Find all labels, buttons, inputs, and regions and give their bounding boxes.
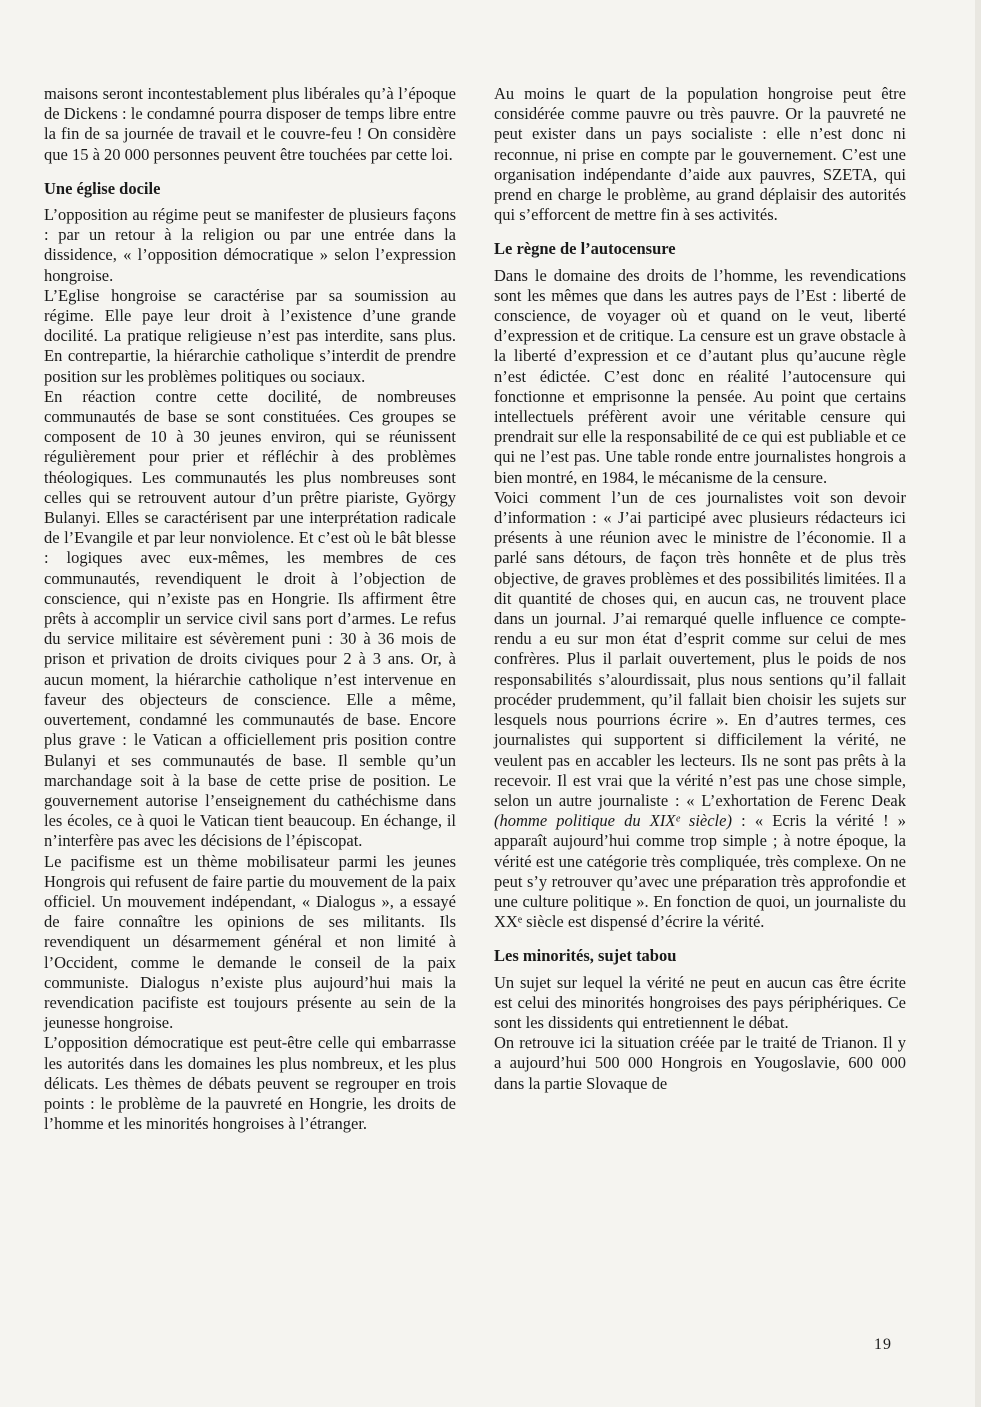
paragraph [494, 488, 906, 932]
paragraph: On retrouve ici la situation créée par le traité de Trianon. Il y a aujourd’hui 500 000 Hongrois en Yougoslavie, 600 000 dans la partie Slovaque de [494, 1033, 906, 1093]
paragraph: Au moins le quart de la population hongroise peut être considérée comme pauvre ou très pauvre. Or la pauvreté ne peut exister dans un pays socialiste : elle n’est donc ni reconnue, ni prise en compte par le gouvernement. C’est une organisation indépendante d’aide aux pauvres, SZETA, qui prend en charge le problème, au grand déplaisir des autorités qui s’efforcent de mettre fin à ses activités. [494, 84, 906, 225]
paragraph: L’opposition au régime peut se manifester de plusieurs façons : par un retour à la religion ou par une entrée dans la dissidence, « l’opposition démocratique » selon l’expression hongroise. [44, 205, 456, 285]
section-heading: Le règne de l’autocensure [494, 239, 676, 259]
paragraph: L’opposition démocratique est peut-être celle qui embarrasse les autorités dans les domaines les plus nombreux, et les plus délicats. Les thèmes de débats peuvent se regrouper en trois points : le problème de la pauvreté en Hongrie, les droits de l’homme et les minorités hongroises à l’étranger. [44, 1033, 456, 1134]
paragraph-text: : « Ecris la vérité ! » apparaît aujourd’hui comme trop simple ; à notre époque, la vérité est une catégorie très compliquée, très complexe. On ne peut s’y retrouver qu’avec une préparation très approfondie et une culture politique ». En fonction de quoi, un journaliste du XXᵉ siècle est dispensé d’écrire la vérité. [494, 811, 907, 932]
italic-note: (homme politique du XIXᵉ siècle) [494, 811, 732, 831]
paragraph: L’Eglise hongroise se caractérise par sa soumission au régime. Elle paye leur droit à l’existence d’une grande docilité. La pratique religieuse n’est pas interdite, sans plus. En contrepartie, la hiérarchie catholique s’interdit de prendre position sur les problèmes politiques ou sociaux. [44, 285, 456, 386]
page-edge [975, 0, 981, 1407]
right-column [494, 84, 906, 1094]
paragraph: maisons seront incontestablement plus libérales qu’à l’époque de Dickens : le condamné pourra disposer de temps libre entre la fin de sa journée de travail et le couvre-feu ! On considère que 15 à 20 000 personnes peuvent être touchées par cette loi. [44, 84, 456, 164]
page-number: 19 [874, 1336, 892, 1353]
paragraph: Le pacifisme est un thème mobilisateur parmi les jeunes Hongrois qui refusent de faire partie du mouvement de la paix officiel. Un mouvement indépendant, « Dialogus », a essayé de faire connaître les opinions de ses militants. Ils revendiquent un désarmement général et non limité à l’Occident, comme le demande le conseil de la paix communiste. Dialogus n’existe plus aujourd’hui mais la revendication pacifiste est toujours présente au sein de la jeunesse hongroise. [44, 851, 456, 1033]
left-column [44, 84, 456, 1134]
section-heading: Une église docile [44, 178, 161, 198]
paragraph: Dans le domaine des droits de l’homme, les revendications sont les mêmes que dans les autres pays de l’Est : liberté de conscience, de voyager où et quand on le veut, liberté d’expression et de critique. La censure est un grave obstacle à la liberté d’expression et ce d’autant plus qu’aucune règle n’est édictée. C’est donc en réalité l’autocensure qui fonctionne et emprisonne la pensée. Au point que certains intellectuels préfèrent avoir une véritable censure qui prendrait sur elle la responsabilité de ce qui est publiable et ce qui ne l’est pas. Une table ronde entre journalistes hongrois a bien montré, en 1984, le mécanisme de la censure. [494, 265, 906, 487]
paragraph-text: Voici comment l’un de ces journalistes voit son devoir d’information : « J’ai participé avec plusieurs rédacteurs ici présents à une réunion avec le ministre de l’économie. Il a parlé sans détours, de façon très honnête et de plus très objective, de graves problèmes et des possibilités limitées. Il a dit quantité de choses qui, en aucun cas, ne trouvent place dans un journal. J’ai remarqué quelle influence ce compte-rendu a eu sur mon état d’esprit comme sur celui de mes confrères. Plus il parlait ouvertement, plus le poids de nos responsabilités s’alourdissait, plus nous sentions qu’il fallait procéder prudemment, qu’il fallait bien choisir les sujets sur lesquels nous pourrions écrire ». En d’autres termes, ces journalistes qui supportent si difficilement la vérité, ne veulent pas en accabler les lecteurs. Ils ne sont pas prêts à la recevoir. Il est vrai que la vérité n’est pas une chose simple, selon un autre journaliste : « L’exhortation de Ferenc Deak [494, 487, 906, 810]
paragraph: En réaction contre cette docilité, de nombreuses communautés de base se sont constituées. Ces groupes se composent de 10 à 30 jeunes environ, qui se réunissent régulièrement pour prier et réfléchir à des problèmes théologiques. Les communautés les plus nombreuses sont celles qui se retrouvent autour d’un prêtre piariste, György Bulanyi. Elles se caractérisent par une interprétation radicale de l’Evangile et par leur nonviolence. Et c’est où le bât blesse : logiques avec eux-mêmes, les membres de ces communautés, revendiquent le droit à l’objection de conscience, qui n’existe pas en Hongrie. Ils affirment être prêts à accomplir un service civil sans port d’armes. Le refus du service militaire est sévèrement puni : 30 à 36 mois de prison et privation de droits civiques pour 2 à 3 ans. Or, à aucun moment, la hiérarchie catholique n’est intervenue en faveur des objecteurs de conscience. Elle a même, ouvertement, condamné les communautés de base. Encore plus grave : le Vatican a officiellement pris position contre Bulanyi et ses communautés de base. Il semble qu’un marchandage soit à la base de cette prise de position. Le gouvernement autorise l’enseignement du cathéchisme dans les écoles, ce à quoi le Vatican tient beaucoup. En échange, il n’interfère pas avec les décisions de l’épiscopat. [44, 386, 456, 851]
section-heading: Les minorités, sujet tabou [494, 946, 677, 966]
paragraph: Un sujet sur lequel la vérité ne peut en aucun cas être écrite est celui des minorités hongroises des pays périphériques. Ce sont les dissidents qui entretiennent le débat. [494, 972, 906, 1032]
